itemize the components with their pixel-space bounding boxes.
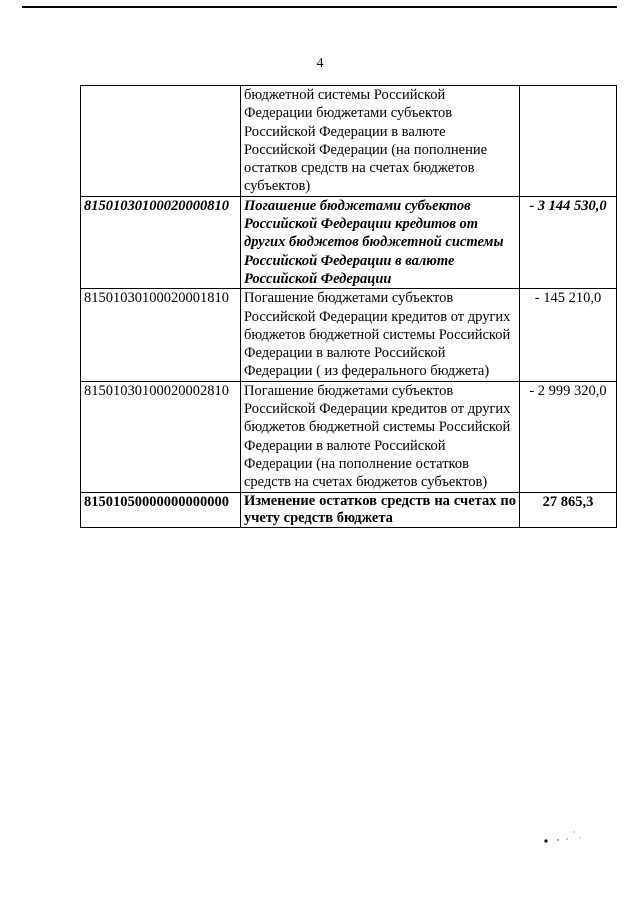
row-value: - 145 210,0 [520,289,617,381]
row-code: 81501030100020002810 [81,381,241,492]
row-value [520,86,617,197]
table-row [81,86,617,197]
row-name: Погашение бюджетами субъектов Российской Федерации кредитов от других бюджетов бюджетной системы Российской Федерации в валюте Российской Федерации ( из федерального бюджета) [241,289,520,381]
table-row [81,381,617,492]
row-code: 81501050000000000000 [81,492,241,527]
row-code: 81501030100020001810 [81,289,241,381]
row-value: 27 865,3 [520,492,617,527]
scan-specks [538,826,588,846]
row-value: - 3 144 530,0 [520,196,617,288]
budget-table [80,85,617,528]
row-value: - 2 999 320,0 [520,381,617,492]
page-number: 4 [316,56,324,71]
row-code: 81501030100020000810 [81,196,241,288]
row-name: Изменение остатков средств на счетах по учету средств бюджета [241,492,520,527]
table-row [81,196,617,288]
row-name: Погашение бюджетами субъектов Российской Федерации кредитов от других бюджетов бюджетной системы Российской Федерации в валюте Российской Федерации [241,196,520,288]
top-rule [22,6,617,8]
row-name: Погашение бюджетами субъектов Российской Федерации кредитов от других бюджетов бюджетной системы Российской Федерации в валюте Российской Федерации (на пополнение остатков средств на счетах бюджетов субъектов) [241,381,520,492]
row-name: бюджетной системы Российской Федерации бюджетами субъектов Российской Федерации в валюте Российской Федерации (на пополнение остатков средств на счетах бюджетов субъектов) [241,86,520,197]
table-row [81,289,617,381]
table-row [81,492,617,527]
row-code [81,86,241,197]
